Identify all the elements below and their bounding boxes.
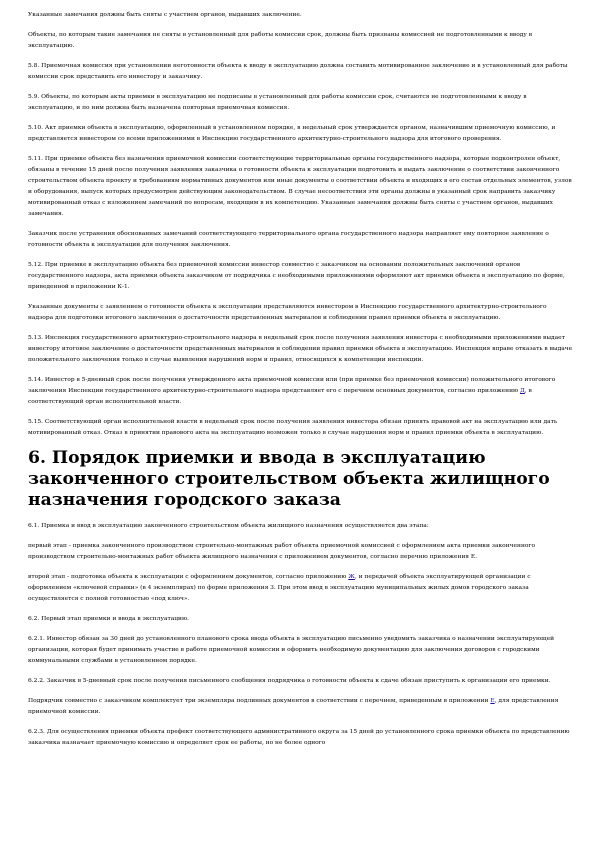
paragraph-5-11: 5.11. При приемке объекта без назначения приемочной комиссии соответствующие территориальные органы государственного надзора, которые подконтролен объект, обязаны в течение 15 дней после получения заявления заказчика о готовности объекта к эксплуатации подготовить и выдать заключение о соответствии законченного строительством объекта проекту и требованиям нормативных документов или иные документы о соответствии объекта и входящих в его состав отдельных элементов, узлов и оборудования, выпуск которых предусмотрен действующим законодательством. В случае несоответствия эти органы должны в указанный срок направить заказчику мотивированный отказ с изложением замечаний по вопросам, входящим в их компетенцию. Указанные замечания должны быть сняты с участием органов, выдавших замечания. (28, 156, 572, 217)
paragraph-remarks-removed: Указанные замечания должны быть сняты с участием органов, выдавших заключение. (28, 12, 302, 18)
paragraph-5-12: 5.12. При приемке в эксплуатацию объекта без приемочной комиссии инвестор совместно с заказчиком на основании положительных заключений органов государственного надзора, акта приемки объекта заказчиком от подрядчика с необходимыми приложениями оформляют акт приемки объекта в эксплуатацию по форме, приведенной в приложении К-1. (28, 262, 565, 290)
paragraph-customer-repeat: Заказчик после устранения обоснованных замечаний соответствующего территориального органа государственного надзора направляет ему повторное заявление о готовности объекта к эксплуатации для получения заключения. (28, 231, 549, 248)
paragraph-6-1: 6.1. Приемка и ввод в эксплуатацию законченного строительством объекта жилищного назначения осуществляется два этапа: (28, 523, 429, 529)
paragraph-5-15: 5.15. Соответствующий орган исполнительной власти в недельный срок после получения заявления инвестора обязан принять правовой акт на эксплуатацию или дать мотивированный отказ. Отказ в принятии правового акта на эксплуатацию возможен только в случае нарушения норм и правил приемки объекта в эксплуатацию. (28, 419, 558, 436)
paragraph-documents-submitted: Указанные документы с заявлением о готовности объекта к эксплуатации представляются инвестором в Инспекцию государственного архитектурно-строительного надзора для подготовки итогового заключения о достаточности представленных материалов и соблюдении правил приемки объекта в эксплуатацию. (28, 304, 547, 321)
paragraph-objects-not-ready: Объекты, по которым такие замечания не сняты в установленный для работы комиссии срок, должны быть признаны комиссией не подготовленными к вводу в эксплуатацию. (28, 32, 533, 49)
paragraphs-bottom (28, 521, 573, 749)
paragraphs-top (28, 10, 573, 439)
paragraph-5-14: 5.14. Инвестор в 5-дневный срок после получения утвержденного акта приемочной комиссии или (при приемке без приемочной комиссии) положительного итогового заключения Инспекции государственного архитектурно-строительного надзора представляет его с перечнем основных документов, согласно приложению Д, в соответствующий орган исполнительной власти. (28, 377, 556, 405)
paragraph-6-2-1: 6.2.1. Инвестор обязан за 30 дней до установленного планового срока ввода объекта в эксплуатацию письменно уведомить заказчика о назначении эксплуатирующей организации, которая будет принимать участие в работе приемочной комиссии и оформить необходимую документацию для заключения договоров с городскими коммунальными службами в установленном порядке. (28, 636, 555, 664)
paragraph-5-10: 5.10. Акт приемки объекта в эксплуатацию, оформленный в установленном порядке, в недельный срок утверждается органом, назначившим приемочную комиссию, и представляется инвестором со всеми приложениями в Инспекцию государственного архитектурно-строительного надзора для итогового проверения. (28, 125, 556, 142)
paragraph-6-2: 6.2. Первый этап приемки и ввода в эксплуатацию. (28, 616, 189, 622)
appendix-zh-link[interactable]: Ж (348, 574, 355, 580)
section-heading: 6. Порядок приемки и ввода в эксплуатацию законченного строительством объекта жилищного назначения городского заказа (28, 448, 550, 510)
appendix-d-link[interactable]: Д (520, 388, 525, 394)
paragraph-5-9: 5.9. Объекты, по которым акты приемки в эксплуатацию не подписаны в установленный для работы комиссии срок, считаются не подготовленными к вводу в эксплуатацию, и по ним должна быть назначена повторная приемочная комиссия. (28, 94, 527, 111)
paragraph-5-13: 5.13. Инспекция государственного архитектурно-строительного надзора в недельный срок после получения заявления инвестора с необходимыми приложениями выдает инвестору итоговое заключение о достаточности представленных материалов и соблюдении правил приемки объекта в эксплуатацию. Инспекция вправе отказать в выдаче положительного заключения только в случае выявления нарушений норм и правил, относящихся к компетенции инспекции. (28, 335, 573, 363)
paragraph-contractor: Подрядчик совместно с заказчиком комплектует три экземпляра подлинных документов в соответствии с перечнем, приведенным в приложении Е, для представления приемочной комиссии. (28, 698, 559, 715)
paragraph-6-2-3: 6.2.3. Для осуществления приемки объекта префект соответствующего административного округа за 15 дней до установленного срока приемки объекта по представлению заказчика назначает приемочную комиссию и определяет срок ее работы, но не более одного (28, 729, 570, 746)
appendix-e-link[interactable]: Е (490, 698, 495, 704)
paragraph-first-stage: первый этап - приемка законченного производством строительно-монтажных работ объекта приемочной комиссией с оформлением акта приемки законченного производством строительно-монтажных работ объекта жилищного назначения с приложением документов, согласно перечню приложения Е. (28, 543, 536, 560)
paragraph-6-2-2: 6.2.2. Заказчик в 5-дневный срок после получения письменного сообщения подрядчика о готовности объекта к сдаче обязан приступить к организации его приемки. (28, 678, 551, 684)
paragraph-5-8: 5.8. Приемочная комиссия при установлении неготовности объекта к вводу в эксплуатацию должна составить мотивированное заключение и в установленный для работы комиссии срок представить его инвестору и заказчику. (28, 63, 568, 80)
paragraph-second-stage: второй этап - подготовка объекта к эксплуатации с оформлением документов, согласно приложению Ж, и передачей объекта эксплуатирующей организации с оформлением «ключевой справки» (в 4 экземплярах) по форме приложения 3. При этом ввод в эксплуатацию муниципальных жилых домов городского заказа осуществляется с полной готовностью «под ключ». (28, 574, 531, 602)
